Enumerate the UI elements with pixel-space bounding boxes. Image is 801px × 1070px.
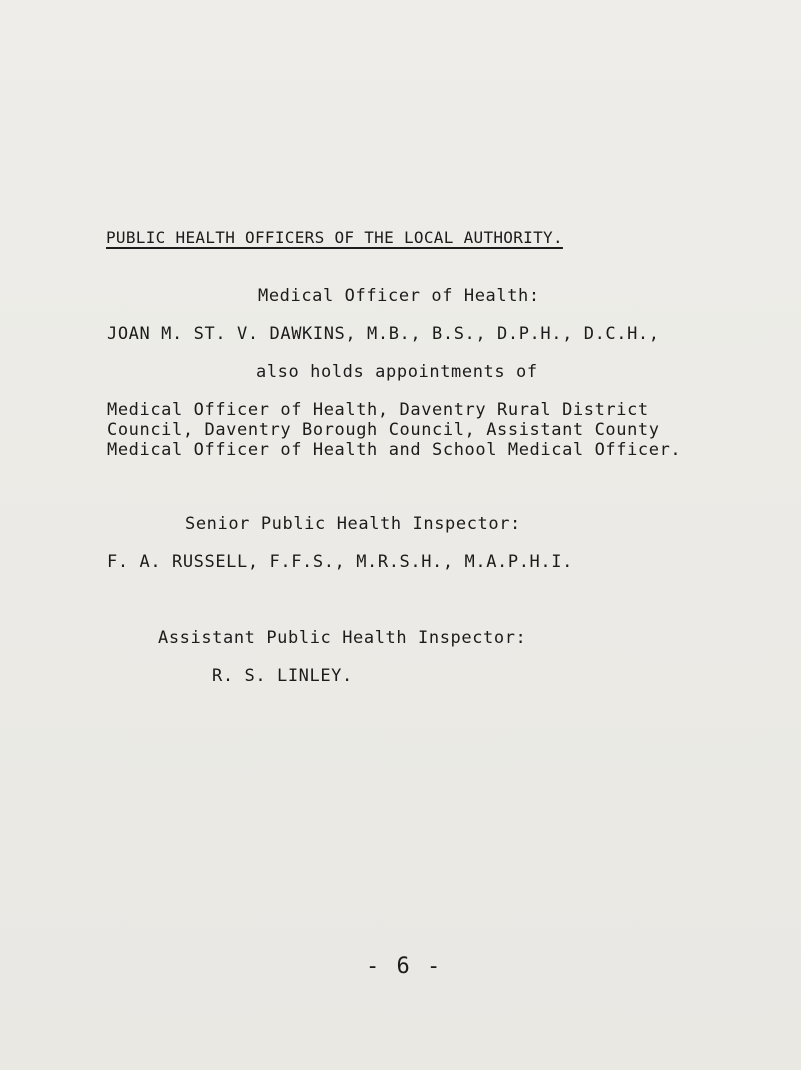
medical-officer-appointments-line: Council, Daventry Borough Council, Assistant County xyxy=(107,420,660,440)
medical-officer-also-note: also holds appointments of xyxy=(256,362,538,382)
medical-officer-appointments-line: Medical Officer of Health and School Medical Officer. xyxy=(107,440,682,460)
assistant-inspector-name: R. S. LINLEY. xyxy=(212,666,353,686)
medical-officer-appointments-line: Medical Officer of Health, Daventry Rural District xyxy=(107,400,649,420)
senior-inspector-title: Senior Public Health Inspector: xyxy=(185,514,521,534)
page-number: - 6 - xyxy=(366,954,443,979)
assistant-inspector-title: Assistant Public Health Inspector: xyxy=(158,628,527,648)
medical-officer-title: Medical Officer of Health: xyxy=(258,286,540,306)
medical-officer-name: JOAN M. ST. V. DAWKINS, M.B., B.S., D.P.H., D.C.H., xyxy=(107,324,660,344)
document-heading: PUBLIC HEALTH OFFICERS OF THE LOCAL AUTHORITY. xyxy=(106,228,563,247)
senior-inspector-name: F. A. RUSSELL, F.F.S., M.R.S.H., M.A.P.H.I. xyxy=(107,552,573,572)
